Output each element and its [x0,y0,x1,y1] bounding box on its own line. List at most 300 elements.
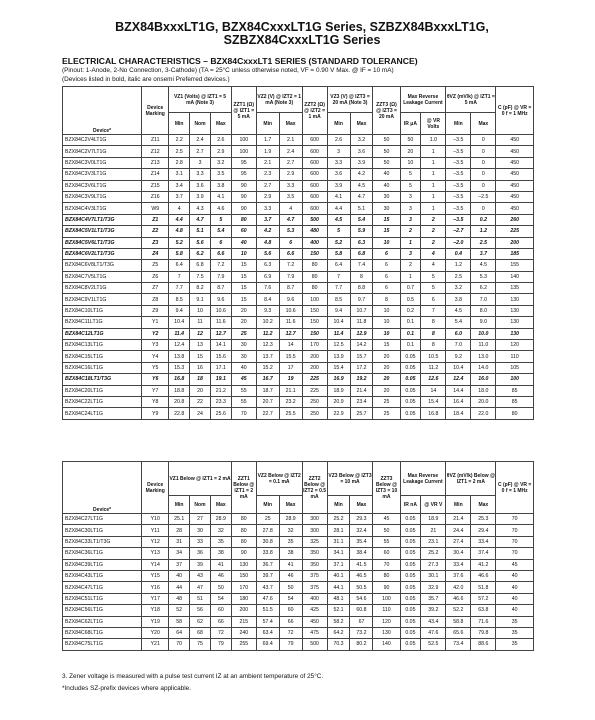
value-cell: 1 [421,169,446,180]
header-device: Device* [63,462,142,514]
value-cell: 47 [190,582,211,593]
value-cell: 225 [496,226,534,237]
value-cell: 0.05 [400,639,421,650]
value-cell: 54 [279,593,302,604]
value-cell: 16.4 [446,396,471,407]
value-cell: 31 [169,536,190,547]
table-row [63,340,534,351]
value-cell: 24.4 [446,525,471,536]
value-cell: 25 [373,408,400,419]
value-cell: 170 [302,340,327,351]
value-cell: 36 [190,548,211,559]
value-cell: 42.0 [446,582,471,593]
value-cell: 52 [169,605,190,616]
value-cell: 13.9 [327,351,350,362]
table-row [63,283,534,294]
value-cell: 1.2 [446,260,471,271]
value-cell: 3.5 [210,169,231,180]
device-marking-cell: Y6 [142,374,169,385]
value-cell: 0.05 [400,351,421,362]
value-cell: 36.7 [256,559,279,570]
device-name-cell: BZX84C15LT1G [63,351,142,362]
table-row [63,514,534,525]
value-cell: 58 [169,616,190,627]
value-cell: 3 [400,203,421,214]
value-cell: 70 [231,408,256,419]
value-cell: 70 [496,536,534,547]
value-cell: 3.3 [279,180,302,191]
value-cell: 140 [496,271,534,282]
value-cell: 12.7 [279,328,302,339]
header-leakage: Max Reverse Leakage Current [400,462,446,496]
value-cell: 6 [373,283,400,294]
value-cell: 450 [496,146,534,157]
value-cell: 3.6 [327,169,350,180]
value-cell: 8.2 [190,283,211,294]
value-cell: –3.5 [446,157,471,168]
device-marking-cell: Z9 [142,305,169,316]
header-capacitance: C (pF) @ VR = 0 f = 1 MHz [496,462,534,514]
value-cell: 3.3 [327,157,350,168]
value-cell: 25.3 [471,514,496,525]
value-cell: 11.8 [350,317,373,328]
value-cell: 8 [421,317,446,328]
device-marking-cell: Y13 [142,548,169,559]
value-cell: 11 [190,317,211,328]
value-cell: 40 [496,582,534,593]
header-vz3: VZ3 (V) @ IZT3 = 20 mA (Note 3) [327,87,373,113]
header-temp-coefficient: θVZ (mV/k) Below @ IZT1 = 2 mA [446,462,496,496]
value-cell: 20.9 [327,396,350,407]
value-cell: 105 [496,362,534,373]
value-cell: 6.3 [256,260,279,271]
preferred-devices-note: (Devices listed in bold, italic are onsemi Preferred devices.) [62,75,230,83]
value-cell: 60.8 [350,605,373,616]
value-cell: 10.5 [421,351,446,362]
value-cell: 300 [302,525,327,536]
value-cell: 2 [421,226,446,237]
value-cell: 450 [496,180,534,191]
header-zzt3: ZZT3 (Ω) @ IZT3 = 20 mA [373,87,400,135]
value-cell: 4.4 [327,203,350,214]
value-cell: 130 [496,328,534,339]
value-cell: 3.4 [169,180,190,191]
header-vz3: VZ3 Below @ IZT3 = 10 mA [327,462,373,496]
value-cell: 1 [421,146,446,157]
value-cell: 600 [302,135,327,146]
value-cell: 225 [302,374,327,385]
value-cell: 8.5 [327,294,350,305]
value-cell: 0.05 [400,396,421,407]
header-capacitance: C (pF) @ VR = 0 f = 1 MHz [496,87,534,135]
value-cell: 90 [231,548,256,559]
value-cell: 150 [302,317,327,328]
value-cell: 43.7 [256,582,279,593]
value-cell: 12.6 [421,374,446,385]
value-cell: 28.9 [210,514,231,525]
value-cell: 13.0 [471,351,496,362]
value-cell: 100 [496,374,534,385]
header-min: Min [169,113,190,135]
device-name-cell: BZX84C75LT1G [63,639,142,650]
value-cell: 5.3 [279,226,302,237]
table-row [63,146,534,157]
value-cell: 17 [279,362,302,373]
value-cell: 27.8 [256,525,279,536]
value-cell: 6.0 [446,328,471,339]
value-cell: 10.6 [279,305,302,316]
value-cell: 350 [302,548,327,559]
value-cell: 44.1 [327,582,350,593]
header-max: Max [279,113,302,135]
device-marking-cell: Z12 [142,146,169,157]
value-cell: 33.4 [471,536,496,547]
value-cell: 25.2 [327,514,350,525]
value-cell: 18.4 [446,408,471,419]
header-nom: Nom [190,113,211,135]
header-vr: @ VR V [421,496,446,514]
value-cell: 47.6 [421,627,446,638]
value-cell: 85 [496,385,534,396]
value-cell: 56 [190,605,211,616]
table-row [63,317,534,328]
header-max: Max [471,496,496,514]
value-cell: 20 [373,385,400,396]
value-cell: 0.05 [400,536,421,547]
value-cell: 12.7 [210,328,231,339]
device-name-cell: BZX84C12LT1G [63,328,142,339]
value-cell: 8 [350,271,373,282]
value-cell: 21.4 [446,514,471,525]
value-cell: 4.2 [256,226,279,237]
value-cell: 130 [231,559,256,570]
value-cell: 1.2 [471,226,496,237]
value-cell: 50.5 [350,582,373,593]
value-cell: 40 [231,237,256,248]
value-cell: 35 [496,627,534,638]
value-cell: 32.4 [350,525,373,536]
table-row [63,627,534,638]
value-cell: 24 [190,408,211,419]
value-cell: 7 [421,305,446,316]
value-cell: 33.8 [256,548,279,559]
value-cell: 10 [400,157,421,168]
value-cell: 4.5 [327,214,350,225]
table-row [63,639,534,650]
value-cell: 2.4 [190,135,211,146]
value-cell: 43 [190,570,211,581]
value-cell: 25 [373,396,400,407]
value-cell: 255 [231,639,256,650]
value-cell: 1.0 [421,135,446,146]
header-marking: Device Marking [142,462,169,514]
device-marking-cell: Y4 [142,351,169,362]
value-cell: 3.7 [169,191,190,202]
value-cell: 3 [400,191,421,202]
header-zzt2: ZZT2 (Ω) @ IZT2 = 1 mA [302,87,327,135]
table-row [63,214,534,225]
value-cell: 15.5 [279,351,302,362]
value-cell: 11.2 [256,328,279,339]
value-cell: 0 [471,180,496,191]
value-cell: 0.4 [446,248,471,259]
device-name-cell: BZX84C7V5LT1G [63,271,142,282]
value-cell: 200 [496,237,534,248]
value-cell: 67 [350,616,373,627]
value-cell: 10.0 [471,328,496,339]
value-cell: –2.7 [446,226,471,237]
device-name-cell: BZX84C24LT1G [63,408,142,419]
value-cell: 40 [373,169,400,180]
value-cell: 30 [373,191,400,202]
device-marking-cell: Y19 [142,616,169,627]
value-cell: 50 [373,525,400,536]
value-cell: 0.05 [400,627,421,638]
value-cell: 14.2 [350,340,373,351]
value-cell: 3.1 [169,169,190,180]
device-marking-cell: Y3 [142,340,169,351]
value-cell: 4.6 [210,203,231,214]
device-marking-cell: Y1 [142,317,169,328]
value-cell: 73.4 [446,639,471,650]
value-cell: 80 [231,536,256,547]
value-cell: 70 [373,559,400,570]
value-cell: 38 [279,548,302,559]
value-cell: 1 [421,191,446,202]
value-cell: 0 [471,203,496,214]
header-max: Max [210,113,231,135]
device-marking-cell: Z7 [142,283,169,294]
device-name-cell: BZX84C20LT1G [63,385,142,396]
value-cell: 40 [231,362,256,373]
value-cell: 17.1 [210,362,231,373]
value-cell: 0.05 [400,385,421,396]
value-cell: 12.9 [350,328,373,339]
table-row [63,396,534,407]
value-cell: 6.8 [190,260,211,271]
device-marking-cell: Y7 [142,385,169,396]
value-cell: 425 [302,605,327,616]
value-cell: 18.8 [169,385,190,396]
value-cell: 70 [169,639,190,650]
value-cell: 0.05 [400,514,421,525]
value-cell: 14.4 [446,385,471,396]
value-cell: 0.05 [400,559,421,570]
value-cell: 120 [373,616,400,627]
device-marking-cell: Z3 [142,237,169,248]
value-cell: 20 [190,385,211,396]
value-cell: 47.6 [256,593,279,604]
value-cell: 10.7 [350,305,373,316]
value-cell: 23.1 [421,536,446,547]
value-cell: 2.6 [327,135,350,146]
value-cell: 225 [302,385,327,396]
value-cell: 5 [421,271,446,282]
value-cell: 350 [302,559,327,570]
value-cell: 240 [231,627,256,638]
value-cell: 40 [373,180,400,191]
value-cell: 3.2 [350,135,373,146]
value-cell: 13 [190,340,211,351]
value-cell: 70 [496,525,534,536]
device-marking-cell: Y20 [142,627,169,638]
table-row [63,616,534,627]
value-cell: 29.3 [350,514,373,525]
value-cell: 6.4 [327,260,350,271]
value-cell: 0.05 [400,593,421,604]
value-cell: 11.4 [169,328,190,339]
value-cell: 11.0 [471,340,496,351]
value-cell: 2.7 [279,157,302,168]
value-cell: 10.6 [210,305,231,316]
value-cell: 27 [190,514,211,525]
value-cell: 22.7 [256,408,279,419]
value-cell: 51 [190,593,211,604]
header-max: Max [279,496,302,514]
header-temp-coefficient: θVZ (mV/k) @ IZT1 = 5 mA [446,87,496,113]
value-cell: 25.2 [421,548,446,559]
value-cell: 12.5 [327,340,350,351]
device-marking-cell: Y12 [142,536,169,547]
value-cell: 100 [302,294,327,305]
value-cell: 9.2 [446,351,471,362]
value-cell: 29.4 [471,525,496,536]
value-cell: 19.2 [350,374,373,385]
value-cell: 6.9 [256,271,279,282]
value-cell: 600 [302,191,327,202]
value-cell: 1.7 [256,135,279,146]
value-cell: 0.05 [400,408,421,419]
value-cell: 9.7 [350,294,373,305]
value-cell: 50 [373,135,400,146]
value-cell: 3.9 [190,191,211,202]
value-cell: 31.1 [327,536,350,547]
value-cell: 0.05 [400,605,421,616]
value-cell: –2.5 [471,191,496,202]
header-vz2: VZ2 (V) @ IZT2 = 1 mA (Note 3) [256,87,302,113]
value-cell: 260 [496,214,534,225]
value-cell: 2.8 [169,157,190,168]
value-cell: 28 [169,525,190,536]
device-marking-cell: Y14 [142,559,169,570]
value-cell: 1.9 [256,146,279,157]
value-cell: 1 [400,271,421,282]
value-cell: 46.6 [446,593,471,604]
value-cell: 10.2 [256,317,279,328]
value-cell: 2.7 [256,180,279,191]
device-marking-cell: Z16 [142,191,169,202]
value-cell: 52.1 [327,605,350,616]
value-cell: 0.05 [400,582,421,593]
device-name-cell: BZX84C8V2LT1G [63,283,142,294]
value-cell: 46 [210,570,231,581]
header-max: Max [350,496,373,514]
value-cell: 41 [279,559,302,570]
device-marking-cell: Z5 [142,260,169,271]
value-cell: 45 [373,514,400,525]
value-cell: 38.4 [350,548,373,559]
value-cell: 4 [421,260,446,271]
value-cell: 70 [496,514,534,525]
value-cell: 12 [190,328,211,339]
value-cell: 3.3 [256,203,279,214]
value-cell: 8.7 [210,283,231,294]
test-conditions: (Pinout: 1-Anode, 2-No Connection, 3-Cathode) (TA = 25°C unless otherwise noted, VF = 0.90 V Max. @ IF = 10 mA) [62,67,394,74]
value-cell: 10 [373,305,400,316]
value-cell: –3.5 [446,146,471,157]
value-cell: 150 [302,248,327,259]
value-cell: 2.2 [169,135,190,146]
value-cell: 40 [496,570,534,581]
value-cell: 10 [231,248,256,259]
device-name-cell: BZX84C3V3LT1G [63,169,142,180]
value-cell: 66 [279,616,302,627]
value-cell: 40 [496,605,534,616]
value-cell: 10 [373,317,400,328]
value-cell: 10.4 [446,362,471,373]
value-cell: 15.6 [210,351,231,362]
device-marking-cell: Z13 [142,157,169,168]
value-cell: 50 [210,582,231,593]
value-cell: 10 [373,237,400,248]
header-min: Min [327,496,350,514]
value-cell: 90 [373,582,400,593]
value-cell: 48 [169,593,190,604]
device-marking-cell: Y21 [142,639,169,650]
value-cell: 62 [190,616,211,627]
value-cell: 18.9 [421,514,446,525]
value-cell: 79 [210,639,231,650]
value-cell: –2.0 [446,237,471,248]
value-cell: 75 [190,639,211,650]
value-cell: 72 [210,627,231,638]
device-marking-cell: Z11 [142,135,169,146]
device-name-cell: BZX84C36LT1G [63,548,142,559]
device-name-cell: BZX84C6V2LT1/T3G [63,248,142,259]
value-cell: 5.6 [190,237,211,248]
value-cell: 48.1 [327,593,350,604]
value-cell: 16.8 [169,374,190,385]
value-cell: 185 [496,248,534,259]
device-name-cell: BZX84C3V9LT1G [63,191,142,202]
device-marking-cell: Z4 [142,248,169,259]
value-cell: 5 [210,214,231,225]
value-cell: 33 [190,536,211,547]
device-name-cell: BZX84C18LT1/T3G [63,374,142,385]
value-cell: 2.6 [210,135,231,146]
value-cell: 15 [373,214,400,225]
value-cell: 0 [471,169,496,180]
value-cell: 79.8 [471,627,496,638]
value-cell: 3.8 [446,294,471,305]
value-cell: 5.9 [350,226,373,237]
value-cell: 2.9 [210,146,231,157]
value-cell: 30 [231,340,256,351]
value-cell: 3.6 [190,180,211,191]
value-cell: 15 [231,294,256,305]
value-cell: 64 [169,627,190,638]
value-cell: 9.3 [256,305,279,316]
value-cell: –3.5 [446,169,471,180]
value-cell: 5 [421,283,446,294]
value-cell: 150 [302,328,327,339]
value-cell: 200 [231,605,256,616]
value-cell: 130 [496,305,534,316]
value-cell: 63.4 [256,627,279,638]
device-marking-cell: Y17 [142,593,169,604]
header-zzt3: ZZT3 Below @ IZT3 = 10 mA [373,462,400,514]
device-marking-cell: Y16 [142,582,169,593]
